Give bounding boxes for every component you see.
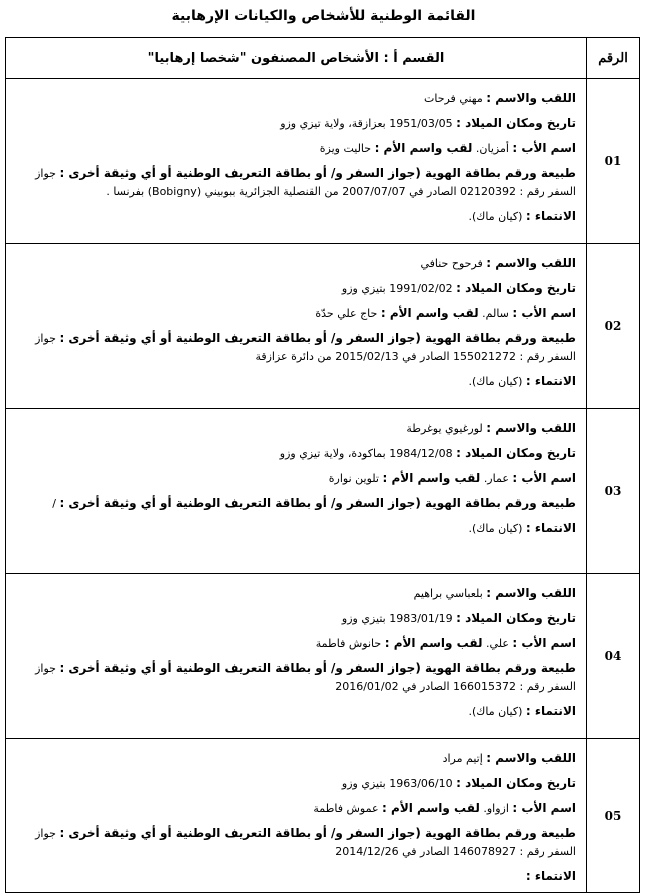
birth-label: تاريخ ومكان الميلاد : xyxy=(456,611,576,625)
parents-line xyxy=(14,799,576,818)
document-start: جواز xyxy=(35,662,56,675)
document-details: السفر رقم : 02120392 الصادر في 2007/07/07 من القنصلية الجزائرية ببوبيني (Bobigny) بفرنسا . xyxy=(106,185,576,198)
name-label: اللقب والاسم : xyxy=(486,751,576,765)
name-line xyxy=(14,419,576,438)
mother-label: لقب واسم الأم : xyxy=(384,636,483,650)
father-value: سالم. xyxy=(482,307,509,320)
parents-line xyxy=(14,469,576,488)
affiliation-label: الانتماء : xyxy=(525,704,576,718)
affiliation-value: (كيان ماك). xyxy=(468,705,523,718)
father-label: اسم الأب : xyxy=(512,471,576,485)
affiliation-line xyxy=(14,207,576,226)
father-label: اسم الأب : xyxy=(512,141,576,155)
document-details: السفر رقم : 155021272 الصادر في 2015/02/13 من دائرة عزازقة xyxy=(255,350,576,363)
record-number: 05 xyxy=(587,739,640,893)
name-line xyxy=(14,584,576,603)
parents-line xyxy=(14,139,576,158)
document-start: جواز xyxy=(35,827,56,840)
birth-line xyxy=(14,444,576,463)
parents-line xyxy=(14,304,576,323)
parents-line xyxy=(14,634,576,653)
document-start: جواز xyxy=(35,332,56,345)
affiliation-value: (كيان ماك). xyxy=(468,375,523,388)
record-number: 02 xyxy=(587,244,640,409)
mother-label: لقب واسم الأم : xyxy=(380,306,479,320)
record-details xyxy=(6,739,587,893)
affiliation-value: (كيان ماك). xyxy=(468,210,523,223)
father-value: أمزيان. xyxy=(475,142,509,155)
document-details: السفر رقم : 146078927 الصادر في 2014/12/26 xyxy=(335,845,576,858)
mother-value: حانوش فاطمة xyxy=(315,637,382,650)
mother-value: عموش فاطمة xyxy=(313,802,379,815)
father-label: اسم الأب : xyxy=(512,306,576,320)
document-line xyxy=(14,329,576,366)
birth-label: تاريخ ومكان الميلاد : xyxy=(456,776,576,790)
document-label: طبيعة ورقم بطاقة الهوية (جواز السفر و/ أو بطاقة التعريف الوطنية أو أي وثيقة أخرى : xyxy=(59,496,576,510)
name-line xyxy=(14,89,576,108)
name-value: بلعباسي براهيم xyxy=(413,587,483,600)
document-line xyxy=(14,659,576,696)
affiliation-line xyxy=(14,702,576,721)
birth-line xyxy=(14,609,576,628)
record-details xyxy=(6,574,587,739)
name-label: اللقب والاسم : xyxy=(486,421,576,435)
document-details: السفر رقم : 166015372 الصادر في 2016/01/02 xyxy=(335,680,576,693)
page-title: القائمة الوطنية للأشخاص والكيانات الإرهابية xyxy=(171,8,476,24)
affiliation-line xyxy=(14,372,576,391)
record-details xyxy=(6,244,587,409)
mother-label: لقب واسم الأم : xyxy=(382,471,481,485)
birth-line xyxy=(14,774,576,793)
terrorist-list-table xyxy=(5,37,640,893)
father-label: اسم الأب : xyxy=(512,636,576,650)
record-details xyxy=(6,79,587,244)
affiliation-label: الانتماء : xyxy=(525,521,576,535)
document-label: طبيعة ورقم بطاقة الهوية (جواز السفر و/ أو بطاقة التعريف الوطنية أو أي وثيقة أخرى : xyxy=(59,826,576,840)
document-line xyxy=(14,824,576,861)
mother-value: حاليت ويزة xyxy=(319,142,372,155)
document-line xyxy=(14,164,576,201)
father-value: عمار. xyxy=(483,472,509,485)
mother-value: تلوين نوارة xyxy=(328,472,379,485)
table-row xyxy=(6,739,640,893)
name-value: لورغيوي يوغرطة xyxy=(406,422,483,435)
affiliation-line xyxy=(14,519,576,538)
birth-value: 1984/12/08 بماكودة، ولاية تيزي وزو xyxy=(279,447,453,460)
table-row xyxy=(6,244,640,409)
section-column-header: القسم أ : الأشخاص المصنفون "شخصا إرهابيا" xyxy=(6,38,587,79)
mother-value: حاج علي حدّة xyxy=(315,307,378,320)
record-number: 01 xyxy=(587,79,640,244)
number-column-header: الرقم xyxy=(587,38,640,79)
birth-label: تاريخ ومكان الميلاد : xyxy=(456,116,576,130)
name-label: اللقب والاسم : xyxy=(486,256,576,270)
name-line xyxy=(14,254,576,273)
table-header-row xyxy=(6,38,640,79)
birth-line xyxy=(14,279,576,298)
document-start: جواز xyxy=(35,167,56,180)
name-value: فرحوح حنافي xyxy=(420,257,483,270)
birth-value: 1983/01/19 بتيزي وزو xyxy=(341,612,453,625)
affiliation-label: الانتماء : xyxy=(525,869,576,883)
birth-value: 1991/02/02 بتيزي وزو xyxy=(341,282,453,295)
father-value: علي. xyxy=(486,637,509,650)
table-row xyxy=(6,409,640,574)
name-value: مهني فرحات xyxy=(423,92,483,105)
affiliation-value: (كيان ماك). xyxy=(468,522,523,535)
name-value: إتيم مراد xyxy=(442,752,483,765)
affiliation-label: الانتماء : xyxy=(525,374,576,388)
birth-value: 1951/03/05 بعزازقة، ولاية تيزي وزو xyxy=(280,117,453,130)
affiliation-label: الانتماء : xyxy=(525,209,576,223)
document-line xyxy=(14,494,576,513)
mother-label: لقب واسم الأم : xyxy=(382,801,480,815)
father-label: اسم الأب : xyxy=(512,801,576,815)
name-label: اللقب والاسم : xyxy=(486,586,576,600)
birth-label: تاريخ ومكان الميلاد : xyxy=(456,281,576,295)
document-start: / xyxy=(52,497,56,510)
name-line xyxy=(14,749,576,768)
document-label: طبيعة ورقم بطاقة الهوية (جواز السفر و/ أو بطاقة التعريف الوطنية أو أي وثيقة أخرى : xyxy=(59,166,576,180)
mother-label: لقب واسم الأم : xyxy=(374,141,473,155)
table-row xyxy=(6,574,640,739)
record-details xyxy=(6,409,587,574)
record-number: 03 xyxy=(587,409,640,574)
birth-line xyxy=(14,114,576,133)
record-number: 04 xyxy=(587,574,640,739)
document-label: طبيعة ورقم بطاقة الهوية (جواز السفر و/ أو بطاقة التعريف الوطنية أو أي وثيقة أخرى : xyxy=(59,331,576,345)
birth-value: 1963/06/10 بتيزي وزو xyxy=(341,777,453,790)
affiliation-line xyxy=(14,867,576,886)
document-label: طبيعة ورقم بطاقة الهوية (جواز السفر و/ أو بطاقة التعريف الوطنية أو أي وثيقة أخرى : xyxy=(59,661,576,675)
name-label: اللقب والاسم : xyxy=(486,91,576,105)
table-row xyxy=(6,79,640,244)
birth-label: تاريخ ومكان الميلاد : xyxy=(456,446,576,460)
father-value: ازواو. xyxy=(483,802,509,815)
